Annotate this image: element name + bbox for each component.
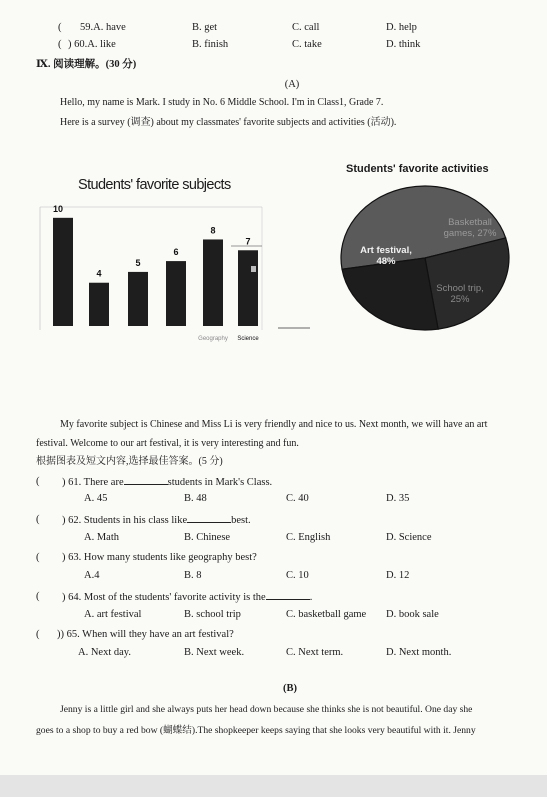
pie-chart-title: Students' favorite activities <box>346 163 489 175</box>
bar-category-label-5: Geography <box>198 336 228 342</box>
passage-a-end-line-1: My favorite subject is Chinese and Miss Li is very friendly and nice to us. Next month, we will have an art <box>60 419 488 430</box>
question-stem: )) 65. When will they have an art festival? <box>57 629 234 640</box>
option-d: D. book sale <box>386 609 439 620</box>
pie-slice-label-3: School trip, <box>436 283 484 294</box>
question-stem: ) 62. Students in his class like best. <box>62 515 251 526</box>
answer-blank <box>124 475 168 485</box>
option-d: D. 35 <box>386 493 410 504</box>
option-b: B. finish <box>192 39 229 50</box>
pie-slice-value-2: games, 27% <box>443 228 497 239</box>
pie-slice-value-3: 25% <box>450 294 470 305</box>
answer-paren: ( <box>58 39 62 50</box>
question-stem: ) 61. There are students in Mark's Class. <box>62 477 273 488</box>
passage-a-line-2: Here is a survey (调查) about my classmates' favorite subjects and activities (活动). <box>60 117 397 128</box>
option-c: C. call <box>292 22 320 33</box>
answer-blank <box>266 590 310 600</box>
pie-slice-label-2: Basketball <box>448 217 492 228</box>
option-c: C. basketball game <box>286 609 367 620</box>
answer-blank <box>187 513 231 523</box>
passage-a-label: (A) <box>284 79 300 90</box>
option-c: C. Next term. <box>286 647 344 658</box>
option-c: C. English <box>286 532 331 543</box>
option-d: D. think <box>386 39 421 50</box>
option-b: B. Next week. <box>184 647 245 658</box>
option-d: D. help <box>386 22 417 33</box>
passage-b-line-1: Jenny is a little girl and she always puts her head down because she thinks she is not beautiful. One day she <box>60 704 473 715</box>
option-b: B. school trip <box>184 609 241 620</box>
option-d: D. 12 <box>386 570 410 581</box>
option-c: C. 10 <box>286 570 309 581</box>
option-b: B. Chinese <box>184 532 231 543</box>
passage-a-line-1: Hello, my name is Mark. I study in No. 6 Middle School. I'm in Class1, Grade 7. <box>60 97 384 108</box>
option-d: D. Next month. <box>386 647 452 658</box>
option-c: C. 40 <box>286 493 309 504</box>
bar-value-label-3: 5 <box>135 257 141 268</box>
pie-slice-label-1: Art festival, <box>360 245 412 256</box>
passage-a-end-line-2: festival. Welcome to our art festival, it is very interesting and fun. <box>36 438 299 449</box>
option-b: B. 8 <box>184 570 202 581</box>
question-stem: ) 63. How many students like geography best? <box>62 552 257 563</box>
answer-paren: ( <box>36 514 40 525</box>
option-a: A.4 <box>84 570 100 581</box>
pie-chart-plot <box>0 0 547 360</box>
answer-paren: ( <box>36 476 40 487</box>
bar-value-label-4: 6 <box>173 247 179 258</box>
option-a: A. Math <box>84 532 119 543</box>
option-a: 59.A. have <box>80 22 126 33</box>
answer-paren: ( <box>58 22 62 33</box>
bar-value-label-5: 8 <box>210 225 216 236</box>
question-stem: ) 64. Most of the students' favorite activity is the . <box>62 592 313 603</box>
answer-paren: ( <box>36 552 40 563</box>
answer-paren: ( <box>36 629 40 640</box>
question-instruction: 根据图表及短文内容,选择最佳答案。(5 分) <box>36 456 223 467</box>
option-a: A. Next day. <box>78 647 131 658</box>
section-title: Ⅸ. 阅读理解。(30 分) <box>36 59 137 70</box>
option-d: D. Science <box>386 532 432 543</box>
option-a: A. 45 <box>84 493 108 504</box>
bar-chart-title: Students' favorite subjects <box>78 177 231 193</box>
option-a: A. art festival <box>84 609 142 620</box>
bar-category-label-6: Science <box>237 336 259 342</box>
bar-value-label-1: 10 <box>52 203 64 214</box>
passage-b-line-2: goes to a shop to buy a red bow (蝴蝶结).The shopkeeper keeps saying that she looks very beautiful with it. Jenny <box>36 725 476 736</box>
option-c: C. take <box>292 39 322 50</box>
pie-slice-3 <box>342 258 438 330</box>
pie-slice-value-1: 48% <box>376 256 396 267</box>
bottom-gray-band <box>0 775 547 797</box>
option-b: B. 48 <box>184 493 207 504</box>
bar-value-label-6: 7 <box>245 236 251 247</box>
passage-b-label: (B) <box>283 683 297 694</box>
option-b: B. get <box>192 22 218 33</box>
bar-value-label-2: 4 <box>96 268 102 279</box>
option-a: ) 60.A. like <box>68 39 116 50</box>
answer-paren: ( <box>36 591 40 602</box>
